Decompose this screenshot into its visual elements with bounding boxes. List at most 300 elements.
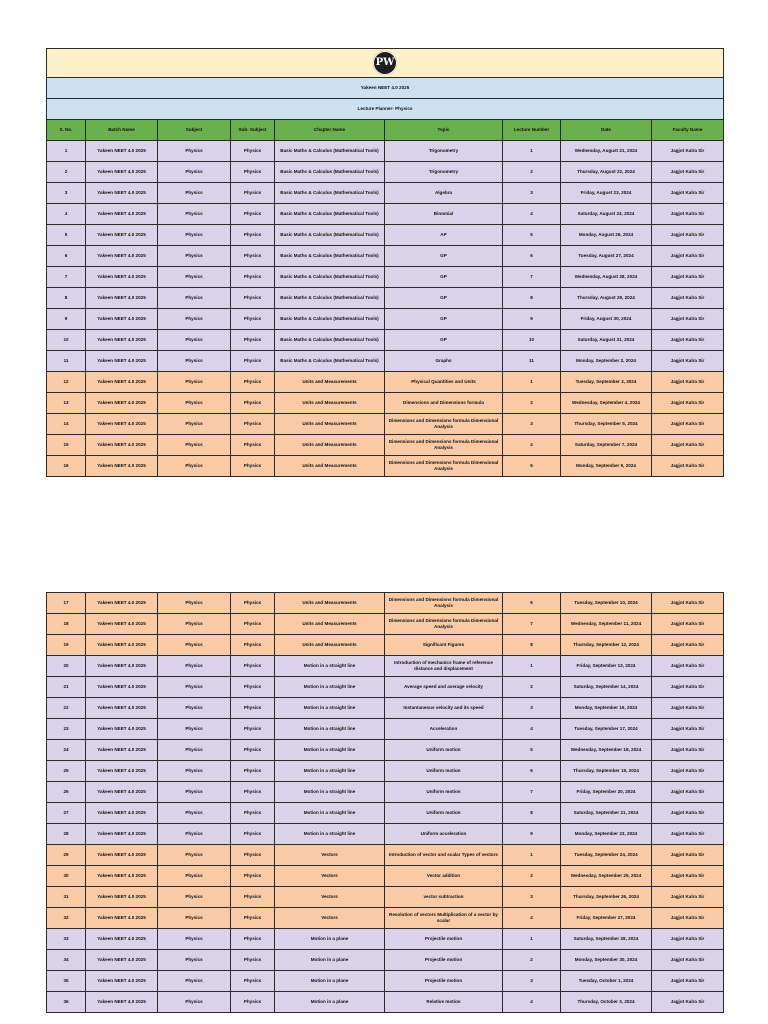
cell-topic: Uniform acceleration <box>385 824 503 845</box>
lecture-planner-table-page-2 <box>46 592 724 1013</box>
table-row <box>47 351 724 372</box>
cell-date: Wednesday, September 25, 2024 <box>561 866 652 887</box>
cell-batch-name: Yakeen NEET 4.0 2025 <box>86 761 158 782</box>
cell-faculty-name: Jagjot Kalra Sir <box>652 887 724 908</box>
cell-sub-subject: Physics <box>231 435 275 456</box>
table-row <box>47 824 724 845</box>
cell-subject: Physics <box>158 414 231 435</box>
cell-sub-subject: Physics <box>231 698 275 719</box>
cell-faculty-name: Jagjot Kalra Sir <box>652 740 724 761</box>
cell-faculty-name: Jagjot Kalra Sir <box>652 992 724 1013</box>
cell-date: Wednesday, August 21, 2024 <box>561 141 652 162</box>
cell-faculty-name: Jagjot Kalra Sir <box>652 845 724 866</box>
cell-topic: Dimensions and Dimensions formula <box>385 393 503 414</box>
cell-sno: 21 <box>47 677 86 698</box>
cell-lecture-number: 8 <box>503 635 561 656</box>
cell-faculty-name: Jagjot Kalra Sir <box>652 698 724 719</box>
header-date: Date <box>561 120 652 141</box>
cell-sno: 18 <box>47 614 86 635</box>
cell-subject: Physics <box>158 950 231 971</box>
cell-date: Friday, September 20, 2024 <box>561 782 652 803</box>
header-sub-subject: Sub- Subject <box>231 120 275 141</box>
cell-sub-subject: Physics <box>231 141 275 162</box>
cell-chapter-name: Motion in a straight line <box>275 656 385 677</box>
cell-sno: 3 <box>47 183 86 204</box>
cell-sub-subject: Physics <box>231 887 275 908</box>
cell-subject: Physics <box>158 887 231 908</box>
cell-subject: Physics <box>158 971 231 992</box>
cell-faculty-name: Jagjot Kalra Sir <box>652 677 724 698</box>
cell-lecture-number: 7 <box>503 782 561 803</box>
cell-chapter-name: Motion in a straight line <box>275 761 385 782</box>
cell-sub-subject: Physics <box>231 456 275 477</box>
cell-chapter-name: Units and Measurements <box>275 635 385 656</box>
logo-row <box>47 49 724 78</box>
cell-topic: Dimensions and Dimensions formula Dimensional Analysis <box>385 593 503 614</box>
cell-date: Thursday, September 5, 2024 <box>561 414 652 435</box>
cell-batch-name: Yakeen NEET 4.0 2025 <box>86 351 158 372</box>
table-row <box>47 593 724 614</box>
cell-subject: Physics <box>158 992 231 1013</box>
cell-topic: Graphs <box>385 351 503 372</box>
cell-faculty-name: Jagjot Kalra Sir <box>652 162 724 183</box>
cell-date: Wednesday, August 28, 2024 <box>561 267 652 288</box>
cell-sno: 30 <box>47 866 86 887</box>
cell-sno: 29 <box>47 845 86 866</box>
cell-topic: Projectile motion <box>385 929 503 950</box>
table-row <box>47 698 724 719</box>
cell-sno: 9 <box>47 309 86 330</box>
cell-chapter-name: Units and Measurements <box>275 372 385 393</box>
cell-sno: 26 <box>47 782 86 803</box>
cell-date: Saturday, September 14, 2024 <box>561 677 652 698</box>
planner-title: Yakeen NEET 4.0 2025 <box>47 78 724 99</box>
cell-chapter-name: Units and Measurements <box>275 456 385 477</box>
cell-subject: Physics <box>158 204 231 225</box>
cell-chapter-name: Motion in a straight line <box>275 782 385 803</box>
table-row <box>47 761 724 782</box>
cell-faculty-name: Jagjot Kalra Sir <box>652 309 724 330</box>
cell-sno: 12 <box>47 372 86 393</box>
title-row <box>47 78 724 99</box>
cell-chapter-name: Basic Maths & Calculus (Mathematical Tools) <box>275 288 385 309</box>
cell-sub-subject: Physics <box>231 761 275 782</box>
table-row <box>47 866 724 887</box>
cell-faculty-name: Jagjot Kalra Sir <box>652 593 724 614</box>
cell-subject: Physics <box>158 351 231 372</box>
cell-batch-name: Yakeen NEET 4.0 2025 <box>86 456 158 477</box>
cell-date: Monday, September 30, 2024 <box>561 950 652 971</box>
cell-sub-subject: Physics <box>231 656 275 677</box>
cell-batch-name: Yakeen NEET 4.0 2025 <box>86 698 158 719</box>
cell-chapter-name: Vectors <box>275 887 385 908</box>
cell-date: Friday, August 30, 2024 <box>561 309 652 330</box>
cell-faculty-name: Jagjot Kalra Sir <box>652 950 724 971</box>
cell-sno: 6 <box>47 246 86 267</box>
table-row <box>47 656 724 677</box>
lecture-planner-table-page-1 <box>46 48 724 477</box>
table-row <box>47 372 724 393</box>
cell-subject: Physics <box>158 614 231 635</box>
cell-batch-name: Yakeen NEET 4.0 2025 <box>86 435 158 456</box>
cell-chapter-name: Vectors <box>275 845 385 866</box>
cell-date: Tuesday, September 17, 2024 <box>561 719 652 740</box>
cell-sno: 13 <box>47 393 86 414</box>
cell-date: Friday, September 13, 2024 <box>561 656 652 677</box>
cell-topic: GP <box>385 330 503 351</box>
table-row <box>47 719 724 740</box>
cell-sub-subject: Physics <box>231 845 275 866</box>
cell-faculty-name: Jagjot Kalra Sir <box>652 351 724 372</box>
cell-lecture-number: 8 <box>503 288 561 309</box>
header-topic: Topic <box>385 120 503 141</box>
cell-lecture-number: 6 <box>503 593 561 614</box>
cell-batch-name: Yakeen NEET 4.0 2025 <box>86 887 158 908</box>
cell-faculty-name: Jagjot Kalra Sir <box>652 456 724 477</box>
cell-topic: Instantaneous velocity and its speed <box>385 698 503 719</box>
table-row <box>47 225 724 246</box>
cell-chapter-name: Motion in a plane <box>275 950 385 971</box>
cell-sno: 22 <box>47 698 86 719</box>
cell-lecture-number: 10 <box>503 330 561 351</box>
cell-sno: 31 <box>47 887 86 908</box>
cell-chapter-name: Units and Measurements <box>275 414 385 435</box>
cell-date: Friday, September 27, 2024 <box>561 908 652 929</box>
cell-topic: Trigonometry <box>385 141 503 162</box>
cell-sno: 35 <box>47 971 86 992</box>
cell-date: Wednesday, September 4, 2024 <box>561 393 652 414</box>
cell-sub-subject: Physics <box>231 803 275 824</box>
cell-topic: Physical Quantities and Units <box>385 372 503 393</box>
cell-topic: Algebra <box>385 183 503 204</box>
cell-topic: GP <box>385 309 503 330</box>
cell-batch-name: Yakeen NEET 4.0 2025 <box>86 393 158 414</box>
cell-batch-name: Yakeen NEET 4.0 2025 <box>86 740 158 761</box>
cell-chapter-name: Basic Maths & Calculus (Mathematical Tools) <box>275 246 385 267</box>
cell-topic: GP <box>385 246 503 267</box>
cell-subject: Physics <box>158 309 231 330</box>
cell-lecture-number: 7 <box>503 267 561 288</box>
cell-chapter-name: Basic Maths & Calculus (Mathematical Tools) <box>275 183 385 204</box>
cell-chapter-name: Units and Measurements <box>275 593 385 614</box>
cell-sub-subject: Physics <box>231 677 275 698</box>
cell-batch-name: Yakeen NEET 4.0 2025 <box>86 288 158 309</box>
cell-batch-name: Yakeen NEET 4.0 2025 <box>86 635 158 656</box>
cell-batch-name: Yakeen NEET 4.0 2025 <box>86 971 158 992</box>
cell-lecture-number: 3 <box>503 414 561 435</box>
cell-sub-subject: Physics <box>231 782 275 803</box>
cell-sub-subject: Physics <box>231 950 275 971</box>
cell-lecture-number: 1 <box>503 656 561 677</box>
cell-faculty-name: Jagjot Kalra Sir <box>652 656 724 677</box>
header-sno: S. No. <box>47 120 86 141</box>
cell-date: Friday, August 23, 2024 <box>561 183 652 204</box>
cell-faculty-name: Jagjot Kalra Sir <box>652 225 724 246</box>
cell-topic: vector subtraction <box>385 887 503 908</box>
cell-subject: Physics <box>158 656 231 677</box>
cell-topic: Projectile motion <box>385 971 503 992</box>
cell-lecture-number: 7 <box>503 614 561 635</box>
cell-lecture-number: 4 <box>503 719 561 740</box>
cell-sub-subject: Physics <box>231 635 275 656</box>
table-row <box>47 183 724 204</box>
cell-faculty-name: Jagjot Kalra Sir <box>652 803 724 824</box>
cell-sub-subject: Physics <box>231 866 275 887</box>
table-row <box>47 414 724 435</box>
cell-sno: 32 <box>47 908 86 929</box>
cell-batch-name: Yakeen NEET 4.0 2025 <box>86 246 158 267</box>
cell-sno: 36 <box>47 992 86 1013</box>
cell-date: Thursday, September 26, 2024 <box>561 887 652 908</box>
cell-topic: Acceleration <box>385 719 503 740</box>
cell-sub-subject: Physics <box>231 267 275 288</box>
cell-sub-subject: Physics <box>231 183 275 204</box>
cell-date: Tuesday, October 1, 2024 <box>561 971 652 992</box>
cell-subject: Physics <box>158 593 231 614</box>
cell-sub-subject: Physics <box>231 330 275 351</box>
header-faculty-name: Faculty Name <box>652 120 724 141</box>
cell-lecture-number: 1 <box>503 372 561 393</box>
cell-date: Thursday, September 19, 2024 <box>561 761 652 782</box>
cell-sub-subject: Physics <box>231 824 275 845</box>
cell-sno: 33 <box>47 929 86 950</box>
cell-lecture-number: 2 <box>503 866 561 887</box>
table-row <box>47 929 724 950</box>
cell-sno: 23 <box>47 719 86 740</box>
cell-lecture-number: 3 <box>503 698 561 719</box>
cell-faculty-name: Jagjot Kalra Sir <box>652 929 724 950</box>
cell-subject: Physics <box>158 225 231 246</box>
cell-topic: Trigonometry <box>385 162 503 183</box>
cell-chapter-name: Motion in a straight line <box>275 740 385 761</box>
cell-batch-name: Yakeen NEET 4.0 2025 <box>86 992 158 1013</box>
cell-chapter-name: Motion in a straight line <box>275 824 385 845</box>
cell-batch-name: Yakeen NEET 4.0 2025 <box>86 929 158 950</box>
table-row <box>47 845 724 866</box>
cell-sub-subject: Physics <box>231 719 275 740</box>
cell-topic: Relative motion <box>385 992 503 1013</box>
cell-topic: Dimensions and Dimensions formula Dimensional Analysis <box>385 456 503 477</box>
table-row <box>47 330 724 351</box>
cell-date: Wednesday, September 11, 2024 <box>561 614 652 635</box>
cell-batch-name: Yakeen NEET 4.0 2025 <box>86 414 158 435</box>
cell-chapter-name: Basic Maths & Calculus (Mathematical Tools) <box>275 204 385 225</box>
cell-subject: Physics <box>158 267 231 288</box>
table-row <box>47 950 724 971</box>
cell-batch-name: Yakeen NEET 4.0 2025 <box>86 267 158 288</box>
cell-date: Tuesday, September 10, 2024 <box>561 593 652 614</box>
cell-batch-name: Yakeen NEET 4.0 2025 <box>86 656 158 677</box>
cell-sno: 7 <box>47 267 86 288</box>
header-chapter-name: Chapter Name <box>275 120 385 141</box>
cell-sno: 25 <box>47 761 86 782</box>
cell-lecture-number: 1 <box>503 929 561 950</box>
cell-topic: GP <box>385 267 503 288</box>
table-row <box>47 992 724 1013</box>
cell-chapter-name: Basic Maths & Calculus (Mathematical Tools) <box>275 309 385 330</box>
cell-faculty-name: Jagjot Kalra Sir <box>652 782 724 803</box>
cell-sub-subject: Physics <box>231 929 275 950</box>
cell-batch-name: Yakeen NEET 4.0 2025 <box>86 908 158 929</box>
cell-lecture-number: 6 <box>503 761 561 782</box>
cell-sub-subject: Physics <box>231 372 275 393</box>
cell-faculty-name: Jagjot Kalra Sir <box>652 330 724 351</box>
table-row <box>47 782 724 803</box>
cell-subject: Physics <box>158 782 231 803</box>
pw-logo-icon: PW <box>373 51 397 75</box>
cell-batch-name: Yakeen NEET 4.0 2025 <box>86 204 158 225</box>
cell-chapter-name: Units and Measurements <box>275 393 385 414</box>
cell-chapter-name: Basic Maths & Calculus (Mathematical Tools) <box>275 267 385 288</box>
cell-faculty-name: Jagjot Kalra Sir <box>652 635 724 656</box>
table-row <box>47 435 724 456</box>
table-row <box>47 393 724 414</box>
cell-subject: Physics <box>158 698 231 719</box>
cell-subject: Physics <box>158 761 231 782</box>
cell-topic: Dimensions and Dimensions formula Dimensional Analysis <box>385 435 503 456</box>
cell-sno: 5 <box>47 225 86 246</box>
cell-batch-name: Yakeen NEET 4.0 2025 <box>86 225 158 246</box>
table-row <box>47 740 724 761</box>
cell-sno: 4 <box>47 204 86 225</box>
table-row <box>47 677 724 698</box>
cell-lecture-number: 1 <box>503 845 561 866</box>
header-subject: Subject <box>158 120 231 141</box>
cell-topic: Resolution of vectors Multiplication of a vector by scalar <box>385 908 503 929</box>
cell-faculty-name: Jagjot Kalra Sir <box>652 288 724 309</box>
cell-topic: Dimensions and Dimensions formula Dimensional Analysis <box>385 614 503 635</box>
table-row <box>47 971 724 992</box>
cell-batch-name: Yakeen NEET 4.0 2025 <box>86 824 158 845</box>
table-row <box>47 267 724 288</box>
cell-sub-subject: Physics <box>231 204 275 225</box>
cell-lecture-number: 11 <box>503 351 561 372</box>
cell-sub-subject: Physics <box>231 309 275 330</box>
cell-subject: Physics <box>158 393 231 414</box>
cell-lecture-number: 3 <box>503 183 561 204</box>
cell-sub-subject: Physics <box>231 246 275 267</box>
cell-topic: Significant Figures <box>385 635 503 656</box>
header-batch-name: Batch Name <box>86 120 158 141</box>
subtitle-row <box>47 99 724 120</box>
cell-date: Monday, September 16, 2024 <box>561 698 652 719</box>
table-row <box>47 908 724 929</box>
table-row <box>47 803 724 824</box>
cell-topic: Introduction of vector and scalar Types of vectors <box>385 845 503 866</box>
cell-faculty-name: Jagjot Kalra Sir <box>652 204 724 225</box>
cell-batch-name: Yakeen NEET 4.0 2025 <box>86 614 158 635</box>
cell-date: Saturday, September 21, 2024 <box>561 803 652 824</box>
cell-sub-subject: Physics <box>231 614 275 635</box>
cell-batch-name: Yakeen NEET 4.0 2025 <box>86 782 158 803</box>
cell-date: Monday, August 26, 2024 <box>561 225 652 246</box>
cell-faculty-name: Jagjot Kalra Sir <box>652 414 724 435</box>
cell-faculty-name: Jagjot Kalra Sir <box>652 372 724 393</box>
table-row <box>47 614 724 635</box>
cell-faculty-name: Jagjot Kalra Sir <box>652 866 724 887</box>
cell-subject: Physics <box>158 288 231 309</box>
cell-chapter-name: Basic Maths & Calculus (Mathematical Tools) <box>275 351 385 372</box>
cell-chapter-name: Units and Measurements <box>275 435 385 456</box>
cell-topic: Introduction of mechanics frame of reference distance and displacement <box>385 656 503 677</box>
cell-batch-name: Yakeen NEET 4.0 2025 <box>86 803 158 824</box>
cell-sno: 28 <box>47 824 86 845</box>
cell-date: Monday, September 23, 2024 <box>561 824 652 845</box>
cell-subject: Physics <box>158 845 231 866</box>
cell-sub-subject: Physics <box>231 992 275 1013</box>
cell-sub-subject: Physics <box>231 162 275 183</box>
cell-chapter-name: Motion in a straight line <box>275 719 385 740</box>
cell-date: Monday, September 9, 2024 <box>561 456 652 477</box>
cell-batch-name: Yakeen NEET 4.0 2025 <box>86 309 158 330</box>
cell-subject: Physics <box>158 824 231 845</box>
cell-subject: Physics <box>158 929 231 950</box>
table-row <box>47 456 724 477</box>
cell-faculty-name: Jagjot Kalra Sir <box>652 246 724 267</box>
cell-chapter-name: Vectors <box>275 908 385 929</box>
table-row <box>47 162 724 183</box>
cell-sub-subject: Physics <box>231 740 275 761</box>
cell-subject: Physics <box>158 635 231 656</box>
cell-batch-name: Yakeen NEET 4.0 2025 <box>86 372 158 393</box>
cell-subject: Physics <box>158 866 231 887</box>
cell-lecture-number: 4 <box>503 435 561 456</box>
cell-chapter-name: Motion in a straight line <box>275 677 385 698</box>
cell-date: Thursday, August 22, 2024 <box>561 162 652 183</box>
cell-subject: Physics <box>158 435 231 456</box>
cell-subject: Physics <box>158 246 231 267</box>
cell-date: Saturday, September 28, 2024 <box>561 929 652 950</box>
cell-subject: Physics <box>158 719 231 740</box>
cell-sno: 34 <box>47 950 86 971</box>
table-row <box>47 887 724 908</box>
header-lecture-number: Lecture Number <box>503 120 561 141</box>
cell-lecture-number: 2 <box>503 162 561 183</box>
cell-sub-subject: Physics <box>231 593 275 614</box>
cell-chapter-name: Basic Maths & Calculus (Mathematical Tools) <box>275 141 385 162</box>
cell-sno: 15 <box>47 435 86 456</box>
cell-topic: Uniform motion <box>385 782 503 803</box>
cell-chapter-name: Basic Maths & Calculus (Mathematical Tools) <box>275 330 385 351</box>
cell-batch-name: Yakeen NEET 4.0 2025 <box>86 719 158 740</box>
table-row <box>47 204 724 225</box>
cell-subject: Physics <box>158 162 231 183</box>
cell-chapter-name: Units and Measurements <box>275 614 385 635</box>
cell-topic: Uniform motion <box>385 761 503 782</box>
cell-subject: Physics <box>158 141 231 162</box>
cell-sub-subject: Physics <box>231 908 275 929</box>
cell-topic: Uniform motion <box>385 803 503 824</box>
cell-faculty-name: Jagjot Kalra Sir <box>652 971 724 992</box>
cell-subject: Physics <box>158 456 231 477</box>
cell-topic: GP <box>385 288 503 309</box>
cell-subject: Physics <box>158 908 231 929</box>
cell-sno: 19 <box>47 635 86 656</box>
cell-date: Tuesday, August 27, 2024 <box>561 246 652 267</box>
cell-faculty-name: Jagjot Kalra Sir <box>652 719 724 740</box>
cell-faculty-name: Jagjot Kalra Sir <box>652 435 724 456</box>
cell-sno: 16 <box>47 456 86 477</box>
cell-faculty-name: Jagjot Kalra Sir <box>652 267 724 288</box>
cell-sub-subject: Physics <box>231 225 275 246</box>
cell-date: Tuesday, September 3, 2024 <box>561 372 652 393</box>
table-row <box>47 141 724 162</box>
cell-chapter-name: Motion in a straight line <box>275 698 385 719</box>
table-row <box>47 288 724 309</box>
cell-date: Thursday, August 29, 2024 <box>561 288 652 309</box>
cell-lecture-number: 4 <box>503 908 561 929</box>
cell-lecture-number: 2 <box>503 393 561 414</box>
